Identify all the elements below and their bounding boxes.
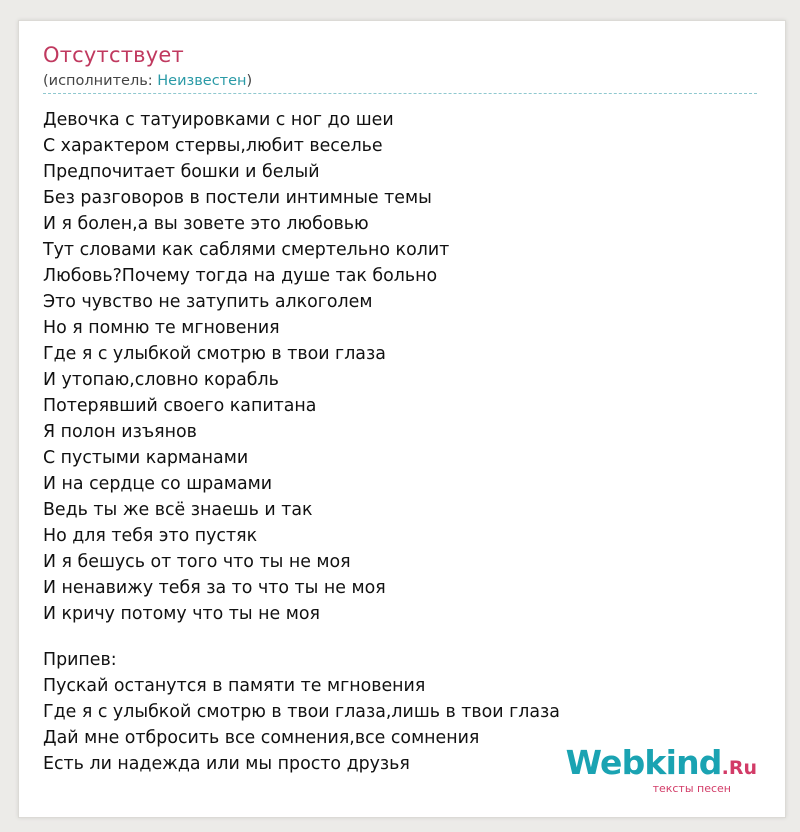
chorus-label: Припев:: [43, 650, 117, 670]
lyric-line: Где я с улыбкой смотрю в твои глаза,лишь в твои глаза: [43, 702, 560, 722]
lyric-line: И утопаю,словно корабль: [43, 370, 279, 390]
lyric-line: Где я с улыбкой смотрю в твои глаза: [43, 344, 386, 364]
webkind-logo[interactable]: [565, 743, 757, 795]
lyric-line: С пустыми карманами: [43, 448, 249, 468]
logo-tld: .Ru: [721, 757, 757, 779]
lyric-line: Потерявший своего капитана: [43, 396, 317, 416]
lyric-line: И ненавижу тебя за то что ты не моя: [43, 578, 386, 598]
stanza-gap: [43, 627, 560, 647]
artist-suffix: ): [246, 73, 253, 89]
lyric-line: Девочка с татуировками с ног до шеи: [43, 110, 394, 130]
lyrics-card: [18, 20, 786, 818]
lyric-line: С характером стервы,любит веселье: [43, 136, 383, 156]
lyric-line: Дай мне отбросить все сомнения,все сомнения: [43, 728, 480, 748]
logo-main-text: Webkind: [565, 743, 722, 782]
song-title: Отсутствует: [43, 43, 184, 67]
lyric-line: И кричу потому что ты не моя: [43, 604, 320, 624]
lyric-line: Это чувство не затупить алкоголем: [43, 292, 373, 312]
dashed-divider: [43, 93, 757, 94]
lyric-line: Я полон изъянов: [43, 422, 197, 442]
lyric-line: Но я помню те мгновения: [43, 318, 280, 338]
artist-line: [43, 73, 252, 89]
lyrics-text: [43, 107, 560, 777]
lyric-line: Ведь ты же всё знаешь и так: [43, 500, 313, 520]
logo-wordmark: [565, 743, 757, 785]
artist-link[interactable]: Неизвестен: [157, 73, 247, 89]
logo-tagline: тексты песен: [652, 782, 731, 795]
lyric-line: И я болен,а вы зовете это любовью: [43, 214, 369, 234]
artist-prefix: (исполнитель:: [43, 73, 158, 89]
lyric-line: Есть ли надежда или мы просто друзья: [43, 754, 410, 774]
lyric-line: Пускай останутся в памяти те мгновения: [43, 676, 426, 696]
lyric-line: И я бешусь от того что ты не моя: [43, 552, 351, 572]
lyric-line: Но для тебя это пустяк: [43, 526, 258, 546]
lyric-line: Любовь?Почему тогда на душе так больно: [43, 266, 438, 286]
lyric-line: И на сердце со шрамами: [43, 474, 273, 494]
lyric-line: Предпочитает бошки и белый: [43, 162, 320, 182]
lyric-line: Тут словами как саблями смертельно колит: [43, 240, 450, 260]
lyric-line: Без разговоров в постели интимные темы: [43, 188, 432, 208]
